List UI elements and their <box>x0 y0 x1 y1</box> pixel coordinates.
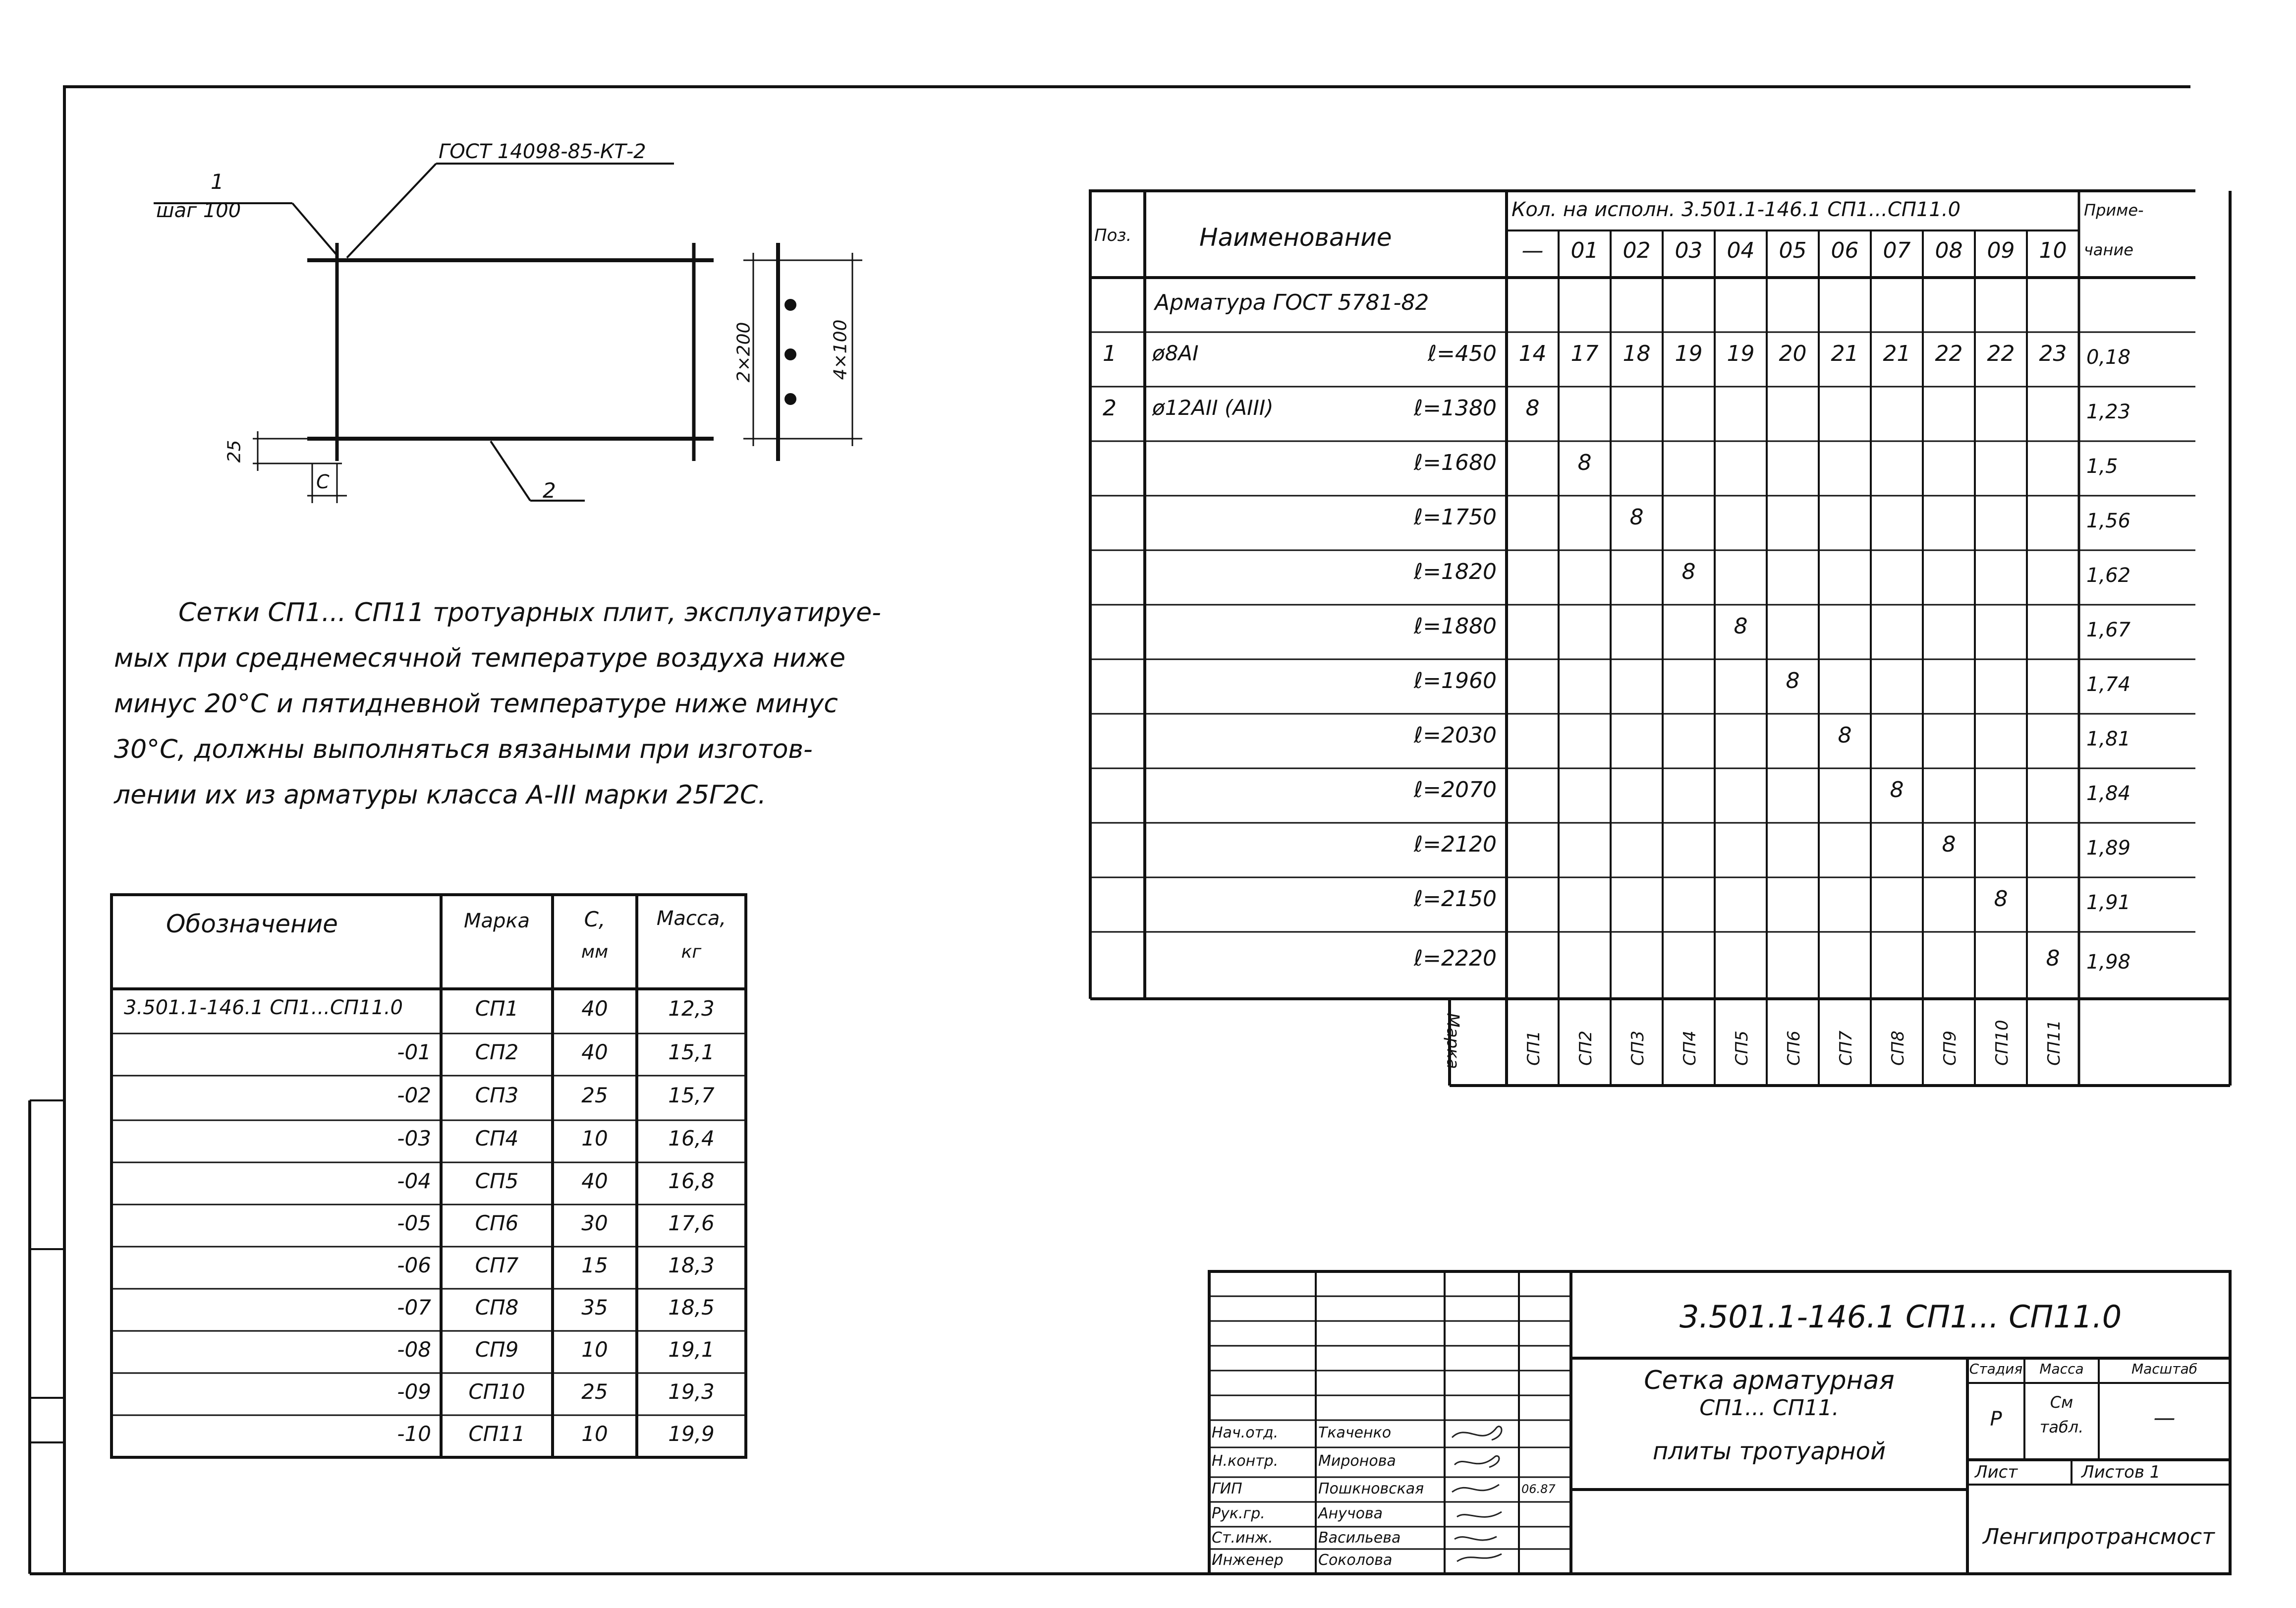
marks-row-designation: -10 <box>397 1422 431 1446</box>
marks-header-mass: Масса, <box>656 907 727 930</box>
marks-row-mark: СП1 <box>475 996 519 1021</box>
spec-mark-label: СП10 <box>1992 1020 2012 1066</box>
step-label: шаг 100 <box>156 199 241 222</box>
spec-mark-label: СП8 <box>1888 1031 1908 1066</box>
spec-row-note: 0,18 <box>2086 346 2131 369</box>
spec-section-title: Арматура ГОСТ 5781-82 <box>1155 290 1429 315</box>
title-line-2: СП1... СП11. <box>1699 1395 1839 1421</box>
mass-value-line-1: См <box>2050 1393 2073 1412</box>
spec-header-pos: Поз. <box>1094 226 1132 245</box>
marks-row-designation: -03 <box>397 1126 431 1150</box>
note-line: минус 20°С и пятидневной температуре ниже минус <box>114 689 838 719</box>
marks-row-mass: 18,5 <box>668 1295 715 1320</box>
spec-row-qty: 8 <box>1942 832 1956 857</box>
marks-row-mass: 19,3 <box>668 1379 715 1404</box>
spec-row-note: 1,89 <box>2086 837 2131 860</box>
position-2-label: 2 <box>543 478 556 503</box>
spec-row-note: 1,67 <box>2086 619 2131 641</box>
marks-row-c: 25 <box>581 1379 608 1404</box>
role-label: Рук.гр. <box>1212 1505 1265 1522</box>
spec-row-qty: 8 <box>1734 614 1748 639</box>
marks-row-designation: -06 <box>397 1253 431 1277</box>
marks-row-c: 30 <box>581 1211 608 1235</box>
dim-4x100-label: 4×100 <box>830 319 851 380</box>
spec-mark-label: СП5 <box>1732 1031 1752 1066</box>
marks-row-designation: -09 <box>397 1379 431 1404</box>
spec-exec-col-header: 06 <box>1831 238 1859 263</box>
marks-row-mass: 19,1 <box>668 1337 715 1362</box>
spec-row-note: 1,62 <box>2086 564 2131 587</box>
spec-row-qty: 21 <box>1831 341 1859 366</box>
marks-header-designation: Обозначение <box>166 910 338 938</box>
marks-row-mark: СП11 <box>468 1422 525 1446</box>
marks-row-mark: СП2 <box>475 1040 519 1064</box>
spec-mark-label: СП6 <box>1784 1031 1804 1066</box>
spec-row-note: 1,23 <box>2086 401 2131 423</box>
marks-row-c: 10 <box>581 1422 608 1446</box>
spec-row-qty: 8 <box>1838 723 1852 748</box>
stage-header: Стадия <box>1969 1361 2023 1377</box>
organization: Ленгипротрансмост <box>1983 1524 2215 1550</box>
spec-row-qty: 8 <box>1629 505 1644 530</box>
marks-row-mass: 18,3 <box>668 1253 715 1277</box>
note-line: лении их из арматуры класса А-III марки 25Г2С. <box>114 780 766 810</box>
marks-row-designation: -04 <box>397 1169 431 1193</box>
note-line: 30°С, должны выполняться вязаными при изготов- <box>114 735 813 764</box>
spec-row-length: ℓ=2120 <box>1413 832 1497 857</box>
title-line-3: плиты тротуарной <box>1652 1437 1886 1465</box>
dim-2x200-label: 2×200 <box>733 322 754 383</box>
spec-header-note: Приме- <box>2084 201 2144 220</box>
sheets-header: Листов 1 <box>2081 1462 2161 1482</box>
spec-row-qty: 14 <box>1518 341 1547 366</box>
spec-row-qty: 8 <box>1994 886 2008 912</box>
dim-c-label: С <box>316 471 330 493</box>
spec-mark-label: СП2 <box>1576 1031 1596 1066</box>
marks-row-mass: 19,9 <box>668 1422 715 1446</box>
spec-exec-col-header: 08 <box>1935 238 1963 263</box>
spec-row-length: ℓ=2030 <box>1413 723 1497 748</box>
spec-row-qty: 21 <box>1883 341 1911 366</box>
spec-exec-col-header: 03 <box>1675 238 1703 263</box>
spec-row-length: ℓ=2150 <box>1413 886 1497 912</box>
marks-row-mass: 15,7 <box>668 1083 715 1107</box>
spec-row-note: 1,84 <box>2086 782 2131 805</box>
marks-row-c: 25 <box>581 1083 608 1107</box>
spec-row-qty: 8 <box>1681 559 1696 584</box>
mass-value-line-2: табл. <box>2039 1418 2084 1436</box>
spec-row-pos: 2 <box>1103 396 1117 421</box>
spec-row-length: ℓ=450 <box>1427 341 1497 366</box>
spec-exec-col-header: 02 <box>1623 238 1651 263</box>
marks-row-mark: СП5 <box>475 1169 519 1193</box>
spec-row-note: 1,98 <box>2086 951 2131 974</box>
spec-row-qty: 19 <box>1675 341 1703 366</box>
marks-row-mark: СП3 <box>475 1083 519 1107</box>
approval-date: 06.87 <box>1521 1482 1556 1496</box>
spec-row-qty: 8 <box>1525 396 1540 421</box>
marks-row-designation: -02 <box>397 1083 431 1107</box>
spec-row-qty: 22 <box>1987 341 2015 366</box>
role-label: Ст.инж. <box>1212 1529 1273 1547</box>
spec-row-length: ℓ=1680 <box>1413 450 1497 475</box>
spec-row-qty: 23 <box>2039 341 2067 366</box>
spec-row-qty: 19 <box>1727 341 1755 366</box>
marks-row-designation: -01 <box>397 1040 431 1064</box>
marks-row-mark: СП4 <box>475 1126 519 1150</box>
spec-row-length: ℓ=2220 <box>1413 946 1497 971</box>
spec-mark-label: СП1 <box>1524 1031 1544 1066</box>
note-block <box>114 590 1046 818</box>
marks-header-c: С, <box>584 907 606 931</box>
marks-row-mark: СП7 <box>475 1253 519 1277</box>
marks-row-c: 40 <box>581 1040 608 1064</box>
note-line: Сетки СП1... СП11 тротуарных плит, эксплуатируе- <box>178 598 881 628</box>
sheet-header: Лист <box>1975 1462 2018 1482</box>
spec-marka-label: Марка <box>1443 1013 1463 1069</box>
marks-row-designation: -07 <box>397 1295 431 1320</box>
spec-exec-col-header: 07 <box>1883 238 1911 263</box>
marks-row-mass: 12,3 <box>668 996 715 1021</box>
marks-row-c: 40 <box>581 1169 608 1193</box>
role-label: Н.контр. <box>1212 1452 1279 1470</box>
role-label: ГИП <box>1212 1480 1242 1497</box>
marks-row-mark: СП6 <box>475 1211 519 1235</box>
scale-header: Масштаб <box>2131 1361 2198 1377</box>
marks-row-mark: СП9 <box>475 1337 519 1362</box>
marks-row-mass: 16,8 <box>668 1169 715 1193</box>
role-name: Соколова <box>1318 1551 1393 1569</box>
spec-row-qty: 8 <box>1890 777 1904 803</box>
dim-25-label: 25 <box>224 440 245 463</box>
spec-row-note: 1,74 <box>2086 673 2131 696</box>
role-name: Миронова <box>1318 1452 1396 1470</box>
spec-mark-label: СП3 <box>1628 1031 1648 1066</box>
marks-row-designation: -08 <box>397 1337 431 1362</box>
spec-exec-col-header: 10 <box>2039 238 2067 263</box>
role-name: Анучова <box>1318 1505 1383 1522</box>
note-line: мых при среднемесячной температуре воздуха ниже <box>114 643 846 673</box>
spec-row-note: 1,56 <box>2086 510 2131 532</box>
spec-row-qty: 20 <box>1779 341 1807 366</box>
mass-header: Масса <box>2039 1361 2084 1377</box>
spec-mark-label: СП9 <box>1940 1031 1960 1066</box>
marks-header-mark: Марка <box>463 910 530 932</box>
spec-exec-col-header: — <box>1521 238 1544 263</box>
spec-row-note: 1,91 <box>2086 891 2131 914</box>
marks-row-designation: -05 <box>397 1211 431 1235</box>
marks-row-mark: СП8 <box>475 1295 519 1320</box>
spec-row-length: ℓ=1880 <box>1413 614 1497 639</box>
spec-row-length: ℓ=1750 <box>1413 505 1497 530</box>
marks-row-c: 15 <box>581 1253 608 1277</box>
spec-mark-label: СП4 <box>1680 1031 1700 1066</box>
marks-row-mass: 17,6 <box>668 1211 715 1235</box>
spec-row-qty: 18 <box>1623 341 1651 366</box>
spec-row-note: 1,81 <box>2086 728 2131 750</box>
marks-row-mark: СП10 <box>468 1379 525 1404</box>
marks-header-mass-unit: кг <box>681 942 702 962</box>
role-label: Инженер <box>1212 1551 1284 1569</box>
spec-row-qty: 8 <box>2046 946 2060 971</box>
spec-exec-col-header: 01 <box>1570 238 1599 263</box>
marks-row-c: 10 <box>581 1126 608 1150</box>
marks-header-c-unit: мм <box>581 942 609 962</box>
marks-row-c: 10 <box>581 1337 608 1362</box>
spec-mark-label: СП11 <box>2044 1020 2064 1066</box>
marks-row-mass: 16,4 <box>668 1126 715 1150</box>
spec-exec-col-header: 04 <box>1727 238 1755 263</box>
stage-value: Р <box>1990 1408 2002 1431</box>
spec-row-qty: 22 <box>1935 341 1963 366</box>
spec-row-pos: 1 <box>1103 341 1117 366</box>
role-name: Васильева <box>1318 1529 1401 1547</box>
spec-exec-col-header: 05 <box>1779 238 1807 263</box>
spec-row-length: ℓ=1960 <box>1413 668 1497 693</box>
spec-exec-col-header: 09 <box>1987 238 2015 263</box>
spec-row-length: ℓ=1380 <box>1413 396 1497 421</box>
spec-header-name: Наименование <box>1199 223 1392 252</box>
role-label: Нач.отд. <box>1212 1424 1279 1441</box>
role-name: Пошкновская <box>1318 1480 1424 1497</box>
spec-row-name: ø8АI <box>1152 341 1199 365</box>
spec-row-qty: 17 <box>1570 341 1599 366</box>
role-name: Ткаченко <box>1318 1424 1392 1441</box>
scale-value: — <box>2153 1405 2176 1431</box>
spec-row-name: ø12АII (АIII) <box>1152 396 1274 420</box>
spec-mark-label: СП7 <box>1836 1031 1856 1066</box>
marks-row-designation: 3.501.1-146.1 СП1...СП11.0 <box>124 996 403 1019</box>
position-1-label: 1 <box>211 170 224 194</box>
title-line-1: Сетка арматурная <box>1644 1366 1895 1395</box>
drawing-code: 3.501.1-146.1 СП1... СП11.0 <box>1679 1299 2122 1335</box>
spec-header-note-2: чание <box>2084 240 2133 259</box>
spec-row-qty: 8 <box>1786 668 1800 693</box>
marks-row-c: 40 <box>581 996 608 1021</box>
marks-row-c: 35 <box>581 1295 608 1320</box>
spec-row-length: ℓ=2070 <box>1413 777 1497 803</box>
gost-label: ГОСТ 14098-85-КТ-2 <box>439 140 646 163</box>
signatures <box>1447 1418 1516 1566</box>
marks-row-mass: 15,1 <box>668 1040 715 1064</box>
spec-row-length: ℓ=1820 <box>1413 559 1497 584</box>
spec-header-qty: Кол. на исполн. 3.501.1-146.1 СП1...СП11.0 <box>1512 198 1961 221</box>
spec-row-qty: 8 <box>1577 450 1592 475</box>
spec-row-note: 1,5 <box>2086 455 2118 478</box>
